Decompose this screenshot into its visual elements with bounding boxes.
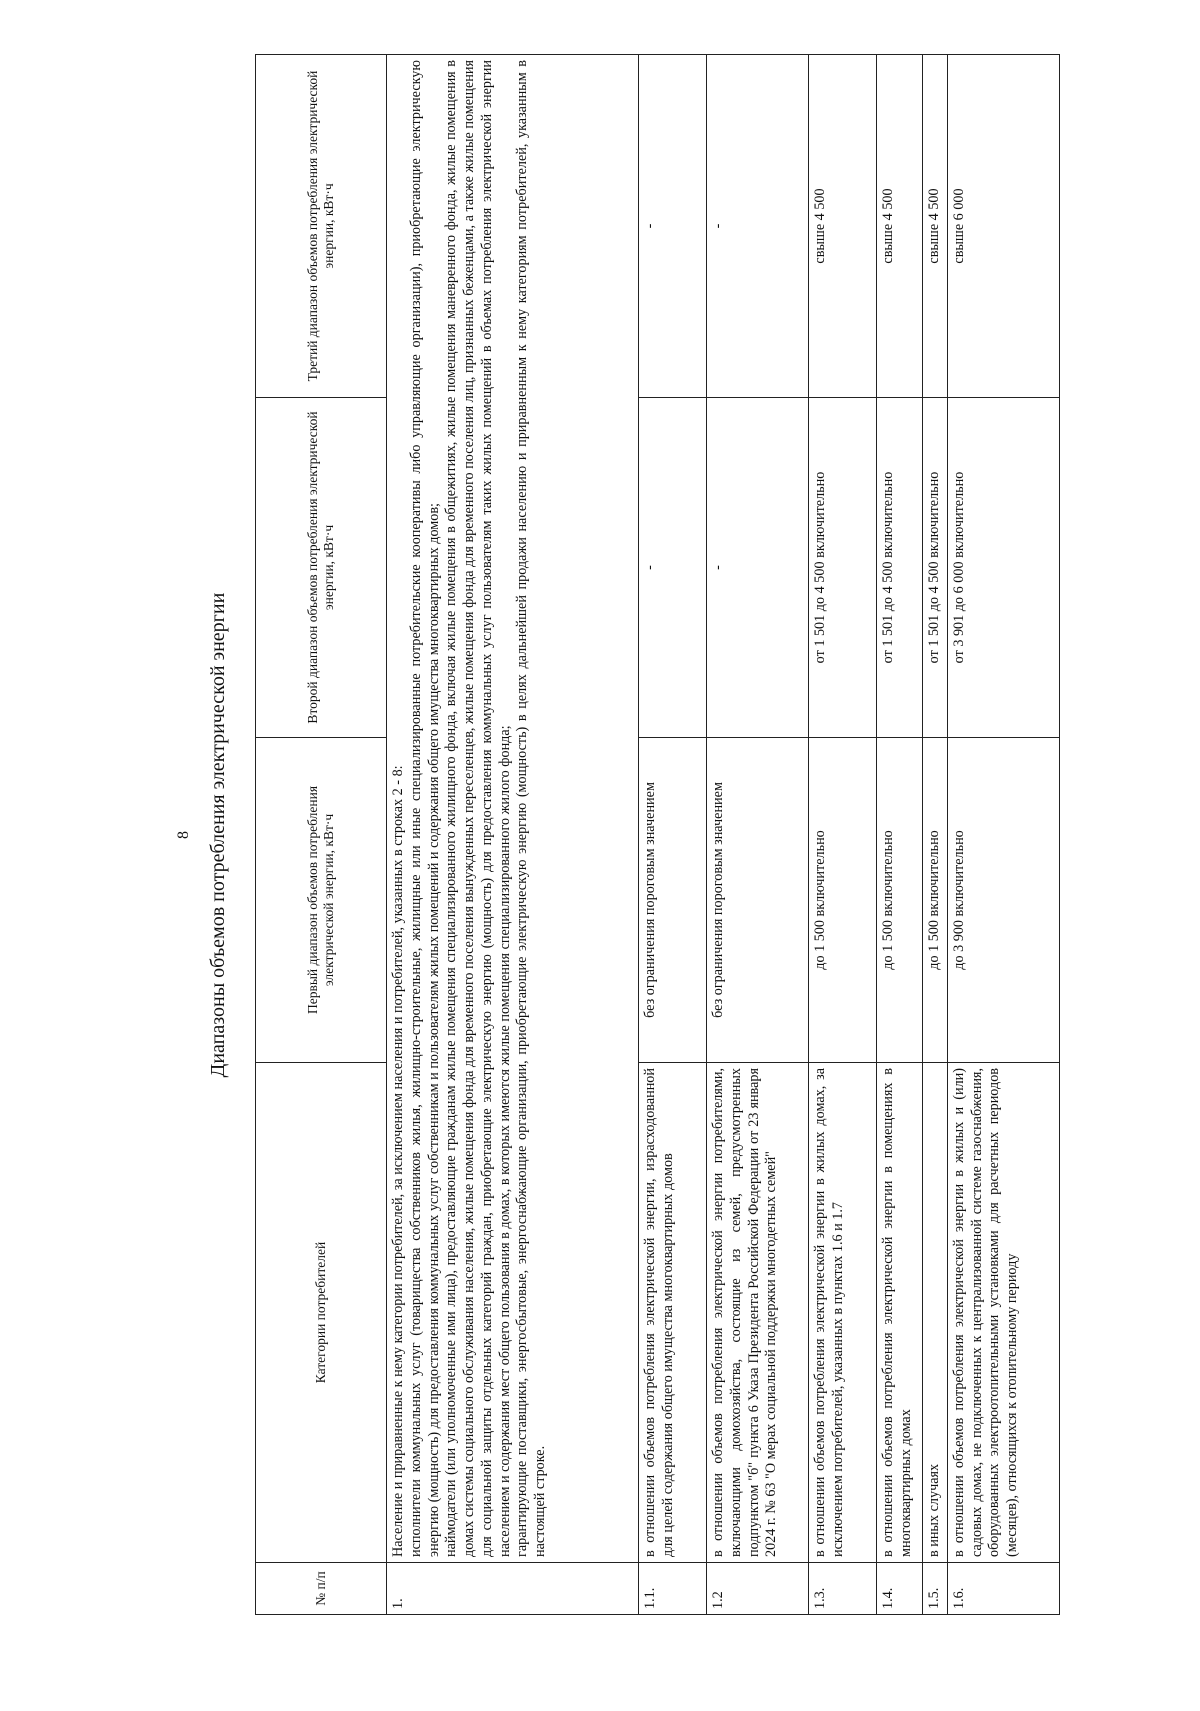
table-row	[387, 55, 639, 1615]
table-row	[947, 55, 1059, 1615]
row-number: 1.1.	[639, 1563, 707, 1615]
row-range3: свыше 4 500	[923, 55, 948, 398]
header-range2: Второй диапазон объемов потребления электрической энергии, кВт·ч	[256, 398, 387, 738]
row-number: 1.2	[707, 1563, 809, 1615]
row-range1: до 3 900 включительно	[947, 738, 1059, 1063]
row-range3: -	[639, 55, 707, 398]
row-category-text	[387, 55, 639, 1563]
row-range3: свыше 6 000	[947, 55, 1059, 398]
row-range3: свыше 4 500	[809, 55, 877, 398]
row-range2: от 1 501 до 4 500 включительно	[923, 398, 948, 738]
row-range3: -	[707, 55, 809, 398]
paragraph: исполнители коммунальных услуг (товарищества собственников жилья, жилищно-строительные, жилищные или иные специализированные потребительские кооперативы либо управляющие организации), приобретающие электрическую энергию (мощность) для предоставления коммунальных услуг собственникам и пользователям жилых помещений и содержания общего имущества многоквартирных домов;	[407, 60, 442, 1557]
row-range2: от 1 501 до 4 500 включительно	[809, 398, 877, 738]
table-row	[707, 55, 809, 1615]
table-row	[923, 55, 948, 1615]
row-category: в отношении объемов потребления электрической энергии в жилых и (или) садовых домах, не подключенных к централизованной системе газоснабжения, оборудованных электроотопительными установками для расчетных периодов (месяцев), относящихся к отопительному периоду	[947, 1063, 1059, 1563]
rotated-page	[155, 55, 1115, 1615]
table-header-row	[256, 55, 387, 1615]
page-number: 8	[175, 831, 192, 839]
table-row	[877, 55, 923, 1615]
table-row	[809, 55, 877, 1615]
row-range2: -	[707, 398, 809, 738]
row-number: 1.3.	[809, 1563, 877, 1615]
header-range3: Третий диапазон объемов потребления электрической энергии, кВт·ч	[256, 55, 387, 398]
row-range3: свыше 4 500	[877, 55, 923, 398]
row-range1: до 1 500 включительно	[877, 738, 923, 1063]
row-range2: от 1 501 до 4 500 включительно	[877, 398, 923, 738]
document-title: Диапазоны объемов потребления электрической энергии	[207, 592, 229, 1078]
paragraph: наймодатели (или уполномоченные ими лица), предоставляющие гражданам жилые помещения специализированного жилищного фонда, включая жилые помещения в общежитиях, жилые помещения маневренного фонда, жилые помещения в домах системы социального обслуживания населения, жилые помещения фонда для временного поселения вынужденных переселенцев, жилые помещения фонда для временного поселения лиц, признанных беженцами, а также жилые помещения для социальной защиты отдельных категорий граждан, приобретающие электрическую энергию (мощность) для предоставления коммунальных услуг пользователям таких жилых помещений в объемах потребления электрической энергии населением и содержания мест общего пользования в домах, в которых имеются жилые помещения специализированного жилого фонда;	[443, 60, 513, 1557]
row-range1: без ограничения пороговым значением	[707, 738, 809, 1063]
header-category: Категории потребителей	[256, 1063, 387, 1563]
row-number: 1.5.	[923, 1563, 948, 1615]
row-number: 1.	[387, 1563, 639, 1615]
row-number: 1.6.	[947, 1563, 1059, 1615]
consumption-ranges-table	[255, 54, 1060, 1615]
row-category: в отношении объемов потребления электрической энергии в помещениях в многоквартирных домах	[877, 1063, 923, 1563]
header-range1: Первый диапазон объемов потребления электрической энергии, кВт·ч	[256, 738, 387, 1063]
table-row	[639, 55, 707, 1615]
row-range2: -	[639, 398, 707, 738]
row-category: в отношении объемов потребления электрической энергии потребителями, включающими домохозяйства, состоящие из семей, предусмотренных подпунктом "б" пункта 6 Указа Президента Российской Федерации от 23 января 2024 г. № 63 "О мерах социальной поддержки многодетных семей"	[707, 1063, 809, 1563]
header-num: № п/п	[256, 1563, 387, 1615]
row-category: в отношении объемов потребления электрической энергии, израсходованной для целей содержания общего имущества многоквартирных домов	[639, 1063, 707, 1563]
paragraph: гарантирующие поставщики, энергосбытовые, энергоснабжающие организации, приобретающие электрическую энергию (мощность) в целях дальнейшей продажи населению и приравненным к нему категориям потребителей, указанным в настоящей строке.	[514, 60, 548, 1557]
row-range1: до 1 500 включительно	[923, 738, 948, 1063]
paragraph: Население и приравненные к нему категории потребителей, за исключением населения и потребителей, указанных в строках 2 - 8:	[390, 765, 406, 1557]
row-category: в иных случаях	[923, 1063, 948, 1563]
row-range1: без ограничения пороговым значением	[639, 738, 707, 1063]
row-number: 1.4.	[877, 1563, 923, 1615]
row-range2: от 3 901 до 6 000 включительно	[947, 398, 1059, 738]
row-category: в отношении объемов потребления электрической энергии в жилых домах, за исключением потребителей, указанных в пунктах 1.6 и 1.7	[809, 1063, 877, 1563]
row-range1: до 1 500 включительно	[809, 738, 877, 1063]
